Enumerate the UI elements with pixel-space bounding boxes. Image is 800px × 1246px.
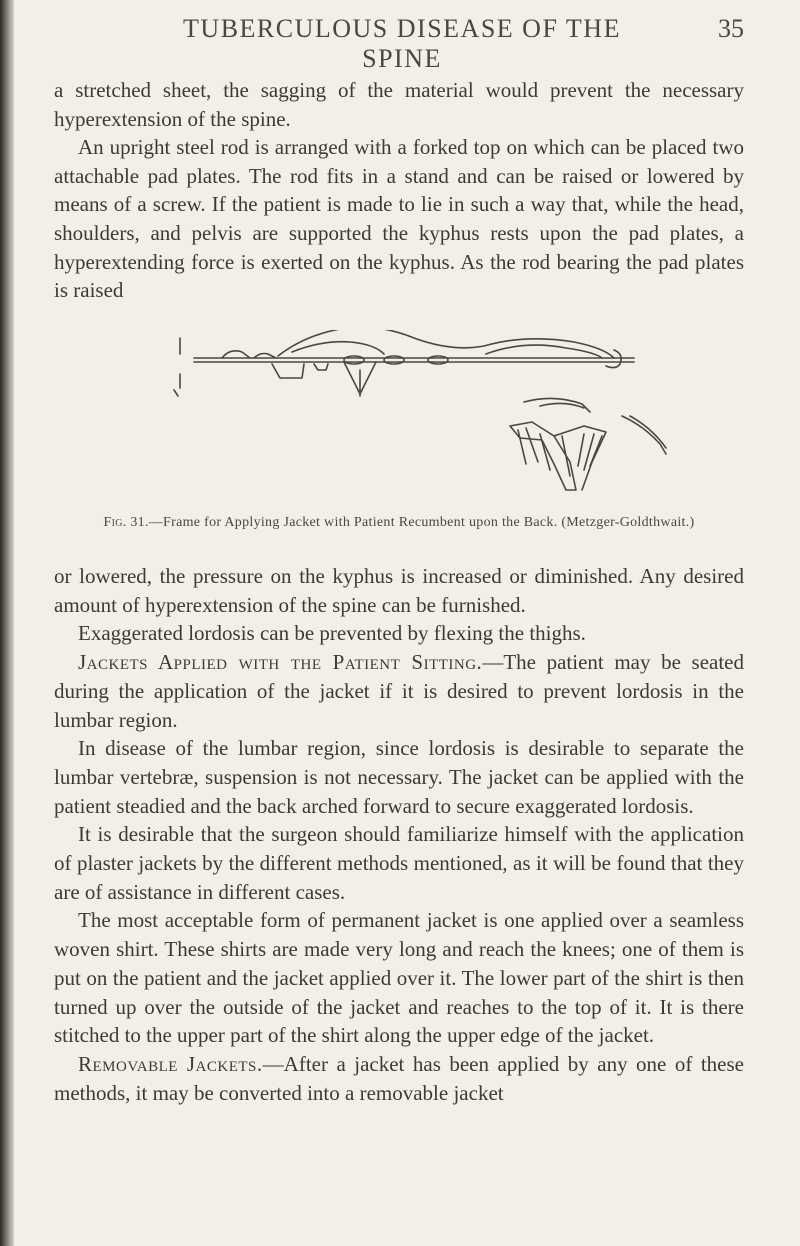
frame-drawing bbox=[54, 330, 744, 510]
running-title: TUBERCULOUS DISEASE OF THE SPINE bbox=[183, 14, 621, 73]
paragraph bbox=[54, 648, 744, 734]
section-text: —The patient may be seated during the application of the jacket if it is desired to prevent lordosis in the lumbar region. bbox=[54, 650, 745, 732]
paragraph: It is desirable that the surgeon should familiarize himself with the application of plaster jackets by the different methods mentioned, as it will be found that they are of assistance in different cases. bbox=[54, 822, 744, 904]
section-heading: Removable Jackets. bbox=[78, 1051, 263, 1076]
figure-label: Fig. 31. bbox=[103, 515, 149, 530]
pad-plate-left bbox=[272, 364, 304, 378]
body-text-top bbox=[54, 76, 744, 305]
patient-shoulder-line bbox=[292, 342, 384, 354]
fork-hatching-right bbox=[578, 434, 602, 470]
page-binding-edge bbox=[0, 0, 14, 1246]
pad-plate-right bbox=[314, 364, 328, 370]
figure-caption bbox=[54, 514, 744, 532]
section-heading: Jackets Applied with the Patient Sitting. bbox=[78, 650, 483, 675]
pad-plate-detail-inner bbox=[540, 403, 584, 408]
page-number: 35 bbox=[718, 14, 744, 43]
pad-plate-detail bbox=[524, 398, 590, 412]
head-clamp bbox=[222, 351, 250, 358]
paragraph bbox=[54, 1050, 744, 1107]
running-header bbox=[54, 14, 744, 73]
figure-frame-illustration bbox=[54, 330, 744, 510]
paragraph: An upright steel rod is arranged with a forked top on which can be placed two attachable pad plates. The rod fits in a stand and can be raised or lowered by means of a screw. If the patient is made to lie in such a way that, while the head, shoulders, and pelvis are supported the kyphus rests upon the pad plates, a hyperextending force is exerted on the kyphus. As the rod bearing the pad plates is raised bbox=[54, 135, 744, 303]
paragraph: Exaggerated lordosis can be prevented by flexing the thighs. bbox=[78, 621, 586, 646]
paragraph: In disease of the lumbar region, since lordosis is desirable to separate the lumbar vertebræ, suspension is not necessary. The jacket can be applied with the patient steadied and the back arched forward to secure exaggerated lordosis. bbox=[54, 736, 744, 818]
paragraph: The most acceptable form of permanent jacket is one applied over a seamless woven shirt. These shirts are made very long and reach the knees; one of them is put on the patient and the jacket applied over it. The lower part of the shirt is then turned up over the outside of the jacket and reaches to the top of it. It is there stitched to the upper part of the shirt along the upper edge of the jacket. bbox=[54, 908, 744, 1048]
paragraph: or lowered, the pressure on the kyphus is increased or diminished. Any desired amount of hyperextension of the spine can be furnished. bbox=[54, 564, 744, 617]
fork-hatching bbox=[518, 428, 570, 476]
section-text: —After a jacket has been applied by any one of these methods, it may be converted into a removable jacket bbox=[54, 1051, 744, 1105]
body-text-bottom bbox=[54, 562, 744, 1107]
figure-caption-text: —Frame for Applying Jacket with Patient Recumbent upon the Back. (Metzger-Goldthwait.) bbox=[148, 515, 695, 530]
pad-plate-side-detail bbox=[622, 416, 666, 454]
patient-leg-line bbox=[486, 345, 602, 358]
paragraph: a stretched sheet, the sagging of the material would prevent the necessary hyperextension of the spine. bbox=[54, 78, 744, 131]
frame-corner-mark bbox=[174, 390, 178, 396]
patient-outline bbox=[278, 330, 614, 358]
